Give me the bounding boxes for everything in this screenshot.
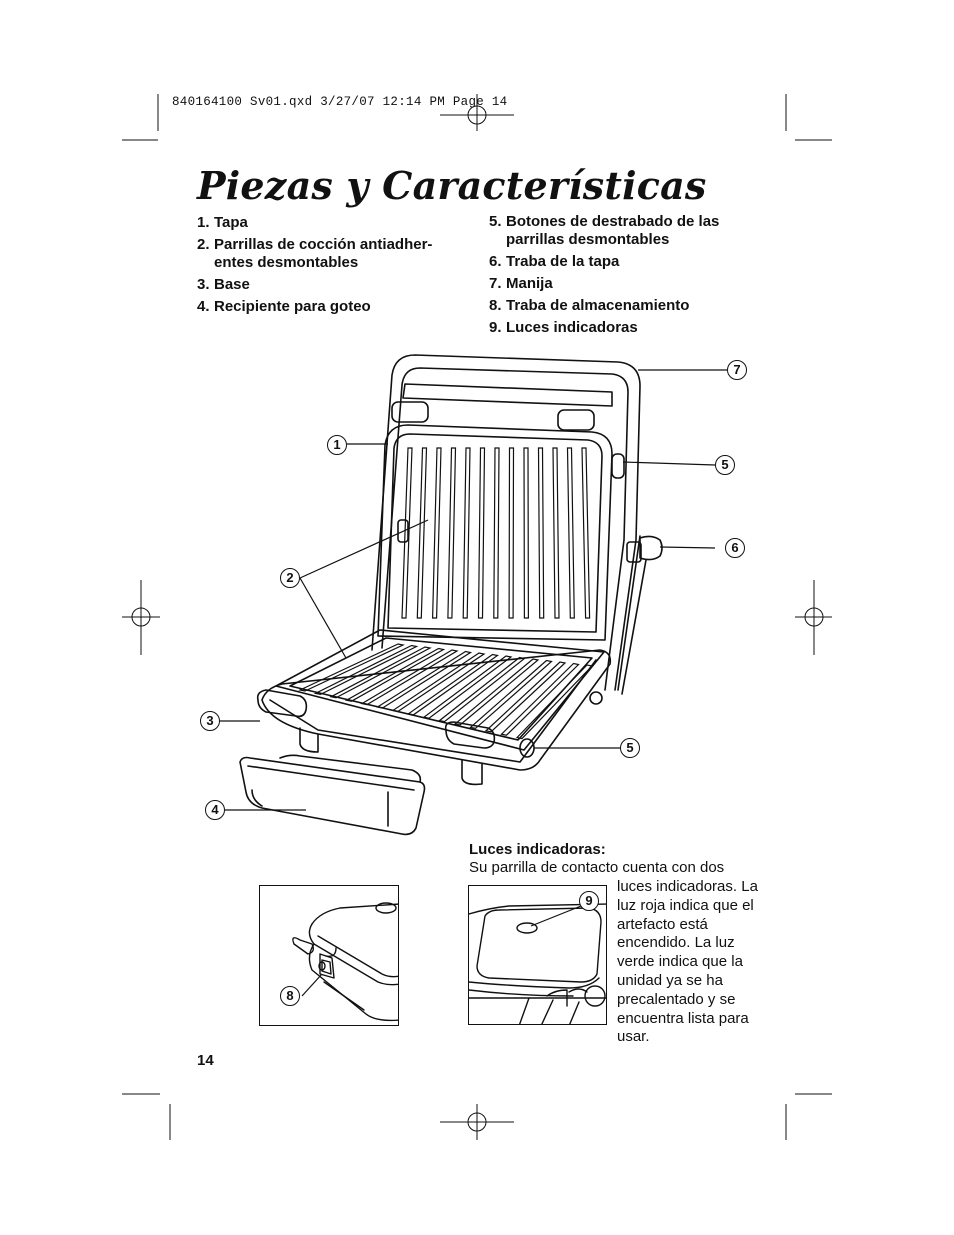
callout-8: 8: [280, 986, 300, 1006]
indicator-lights-heading: Luces indicadoras:: [469, 841, 606, 858]
list-item: 2. Parrillas de cocción antiadher-entes desmontables: [197, 236, 433, 271]
grill-ridge-upper: [463, 448, 470, 618]
grill-ridge-lower: [471, 661, 552, 729]
grill-ridge-upper: [509, 448, 513, 618]
callout-5-upper: 5: [715, 455, 735, 475]
list-item: 1. Tapa: [197, 214, 248, 231]
list-item: 9. Luces indicadoras: [489, 318, 638, 336]
grill-ridge-upper: [479, 448, 485, 618]
grill-ridge-upper: [582, 448, 590, 618]
storage-latch-drawing: [260, 886, 399, 1026]
callout-2: 2: [280, 568, 300, 588]
grill-ridge-upper: [417, 448, 426, 618]
grill-ridge-lower: [486, 662, 565, 732]
callout-1: 1: [327, 435, 347, 455]
callout-5-lower: 5: [620, 738, 640, 758]
list-item: 3. Base: [197, 275, 250, 293]
list-item: 8. Traba de almacenamiento: [489, 296, 690, 314]
page-number: 14: [197, 1052, 214, 1069]
grill-ridge-upper: [402, 448, 412, 618]
grill-ridge-upper: [539, 448, 544, 618]
page-title: Piezas y Características: [197, 163, 707, 208]
callout-7: 7: [727, 360, 747, 380]
print-slug-line: 840164100 Sv01.qxd 3/27/07 12:14 PM Page 14: [172, 95, 508, 109]
storage-latch-inset: [259, 885, 399, 1026]
indicator-lights-intro: Su parrilla de contacto cuenta con dos: [469, 859, 725, 876]
callout-3: 3: [200, 711, 220, 731]
grill-ridge-upper: [433, 448, 441, 618]
grill-ridge-upper: [494, 448, 499, 618]
indicator-lights-body: luces indicadoras. La luz roja indica que el artefacto está encendido. La luz verde indica que la unidad ya se ha precalentado y se encuentra lista para usar.: [617, 878, 758, 1046]
list-item: 4. Recipiente para goteo: [197, 297, 371, 315]
callout-9: 9: [579, 891, 599, 911]
list-item: 6. Traba de la tapa: [489, 252, 620, 270]
list-item: 5. Botones de destrabado de las parrillas desmontables: [489, 213, 720, 248]
callout-4: 4: [205, 800, 225, 820]
grill-ridge-upper: [448, 448, 456, 618]
grill-ridge-upper: [524, 448, 528, 618]
grill-ridge-upper: [553, 448, 559, 618]
grill-ridge-upper: [568, 448, 575, 618]
list-item: 7. Manija: [489, 274, 553, 292]
callout-6: 6: [725, 538, 745, 558]
grill-ridge-lower: [455, 659, 538, 725]
